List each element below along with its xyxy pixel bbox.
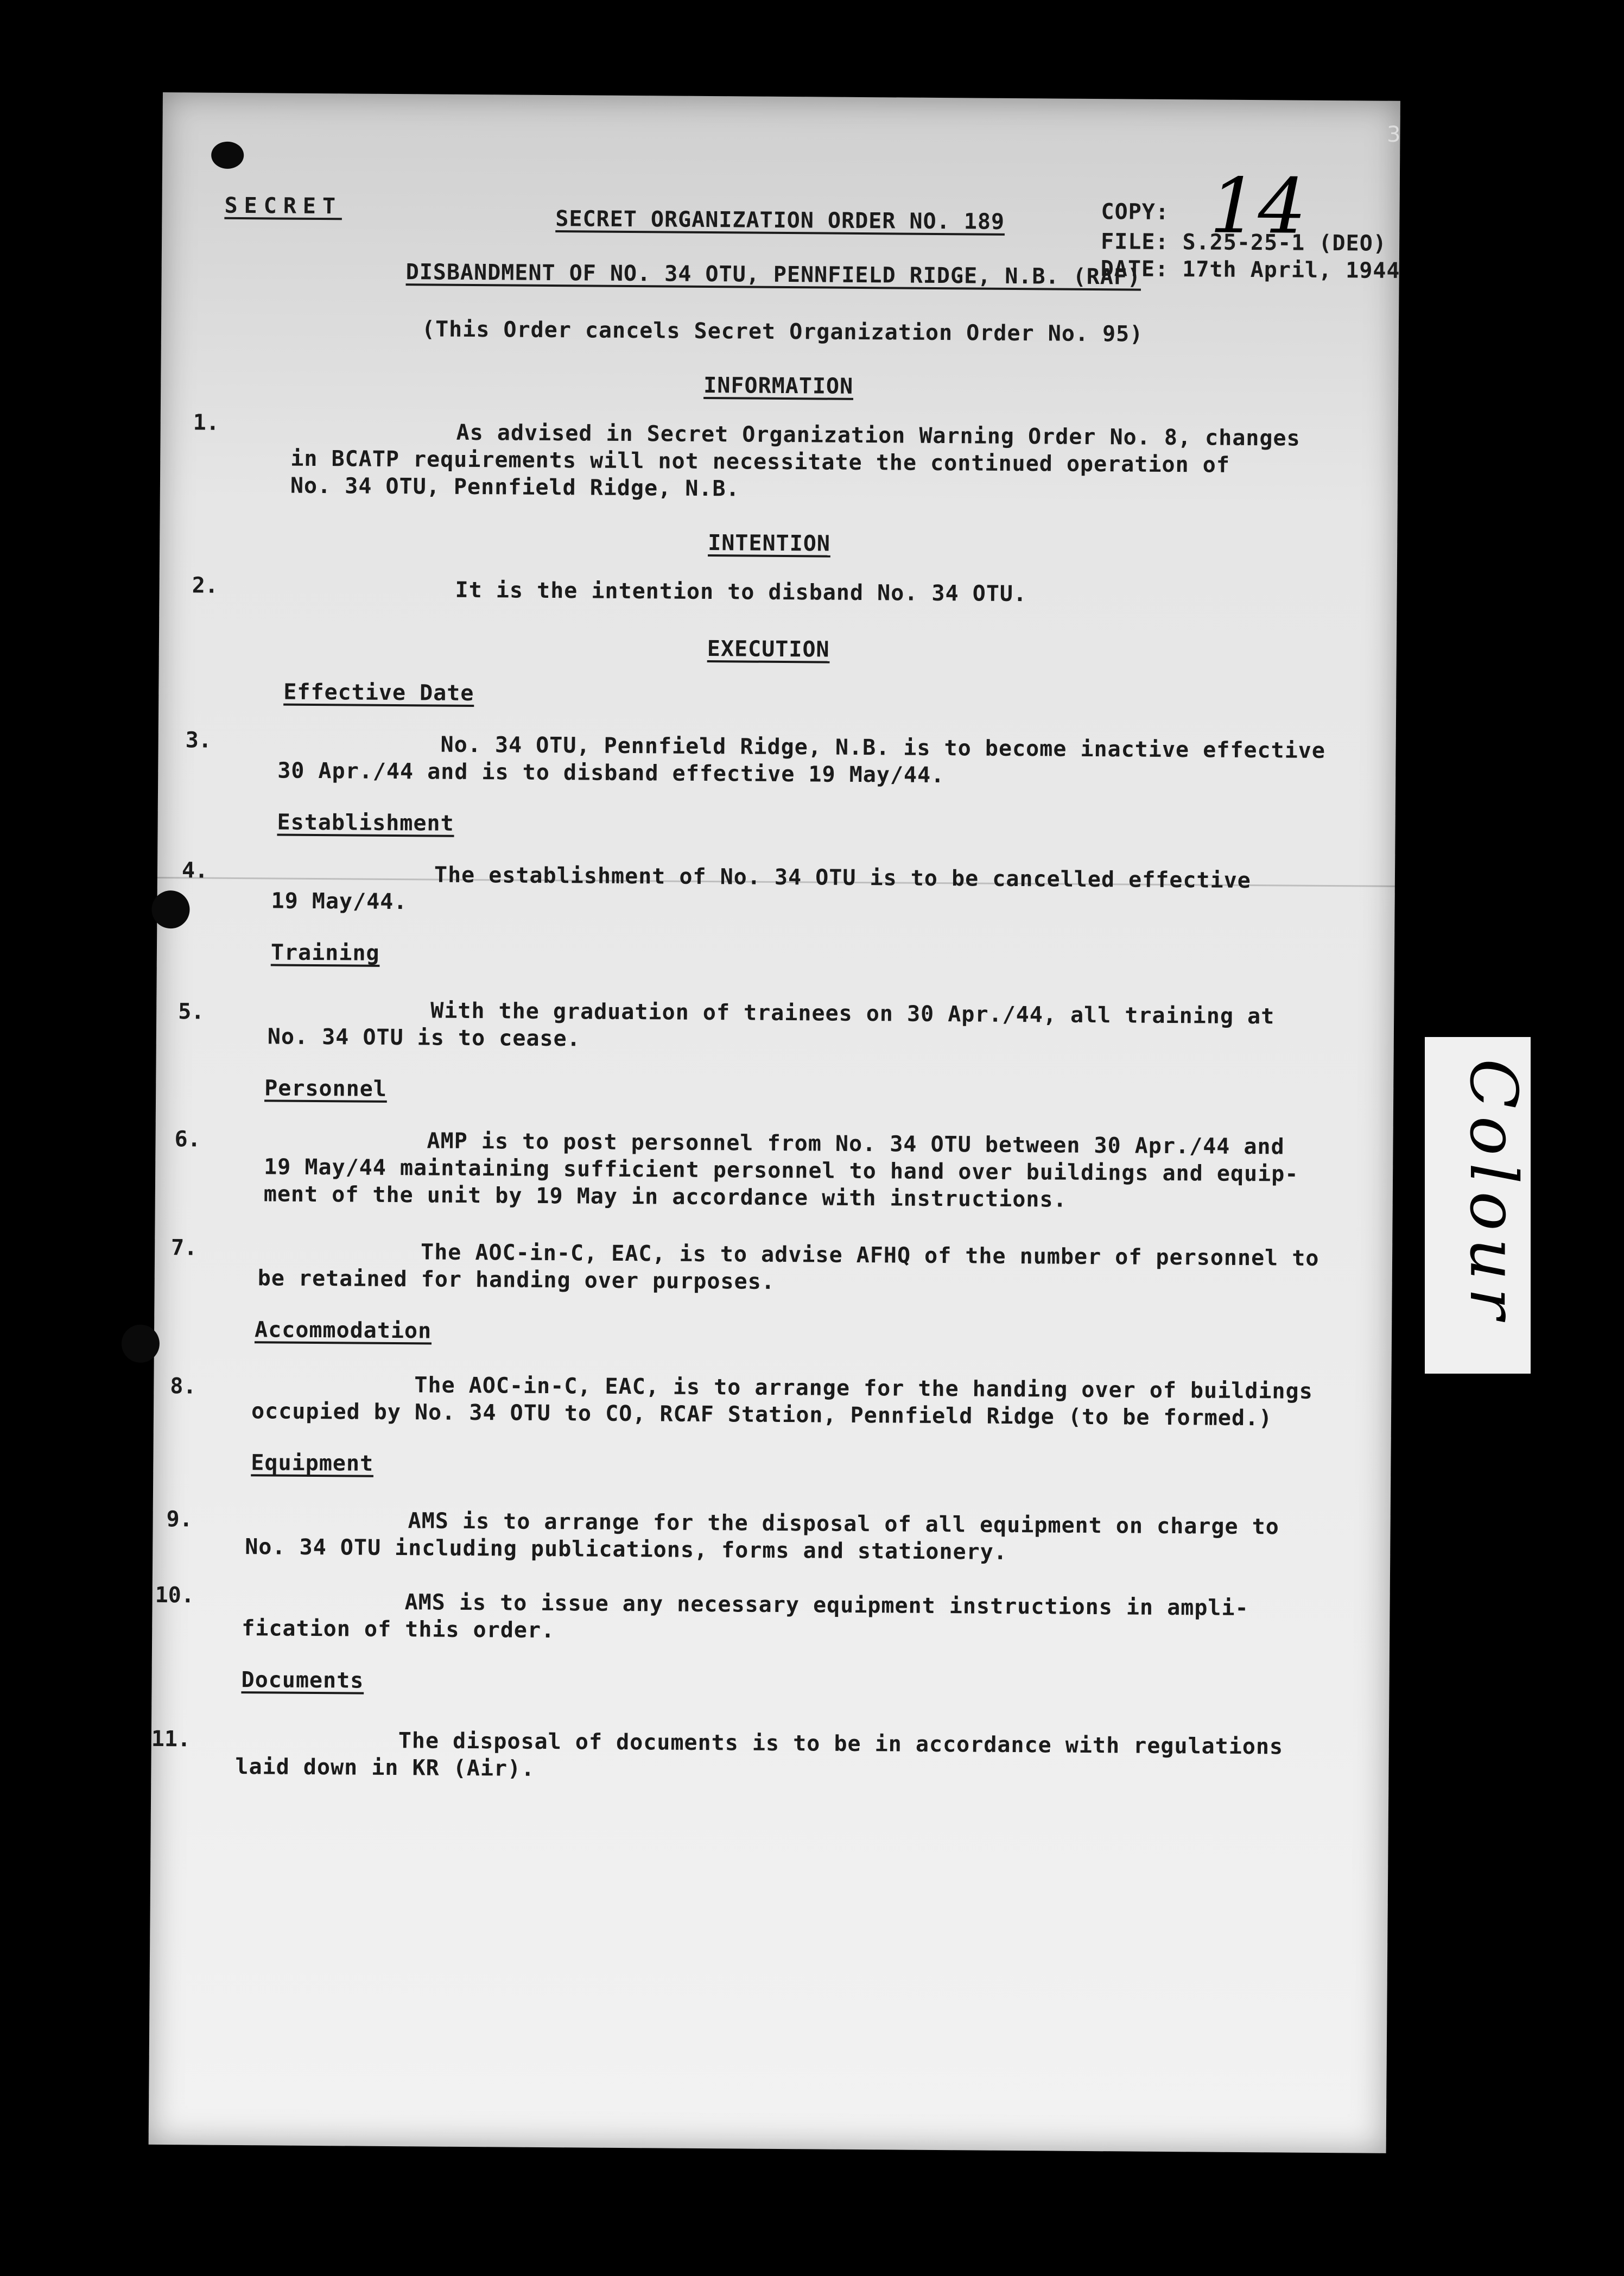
paragraph-3-line-1: No. 34 OTU, Pennfield Ridge, N.B. is to become inactive effective	[440, 732, 1326, 763]
paragraph-11-line-2: laid down in KR (Air).	[235, 1754, 535, 1781]
paragraph-8-number: 8.	[170, 1374, 196, 1399]
document-page	[149, 92, 1400, 2153]
paragraph-10-line-2: fication of this order.	[242, 1616, 555, 1643]
subheading-training: Training	[270, 940, 380, 966]
file-reference: FILE: S.25-25-1 (DEO)	[1100, 229, 1387, 256]
page-number-mark: 3	[1387, 122, 1401, 147]
paragraph-7-line-1: The AOC-in-C, EAC, is to advise AFHQ of the number of personnel to	[420, 1240, 1319, 1271]
paragraph-11-number: 11.	[151, 1726, 191, 1752]
paragraph-2-line-1: It is the intention to disband No. 34 OTU.	[455, 577, 1027, 607]
paragraph-1-number: 1.	[193, 410, 220, 435]
paragraph-8-line-1: The AOC-in-C, EAC, is to arrange for the handing over of buildings	[414, 1373, 1313, 1404]
colour-tab-label: Colour	[1455, 1059, 1531, 1327]
copy-number: 14	[1209, 162, 1307, 251]
paragraph-3-number: 3.	[185, 728, 212, 753]
order-date: DATE: 17th April, 1944	[1100, 256, 1400, 283]
classification-marking: SECRET	[224, 193, 342, 219]
punch-hole-middle	[151, 890, 189, 928]
paragraph-11-line-1: The disposal of documents is to be in accordance with regulations	[398, 1728, 1284, 1760]
paragraph-7-line-2: be retained for handing over purposes.	[257, 1266, 776, 1294]
colour-tab	[1425, 1037, 1531, 1374]
paragraph-5-number: 5.	[178, 999, 205, 1025]
paragraph-4-line-1: The establishment of No. 34 OTU is to be cancelled effective	[434, 862, 1251, 894]
subheading-establishment: Establishment	[277, 810, 454, 836]
paragraph-10-number: 10.	[155, 1582, 195, 1608]
paragraph-1-line-2: in BCATP requirements will not necessitate the continued operation of	[290, 446, 1230, 478]
punch-hole-top	[211, 142, 244, 169]
subheading-documents: Documents	[241, 1667, 364, 1693]
paragraph-9-line-2: No. 34 OTU including publications, forms and stationery.	[245, 1534, 1008, 1565]
paragraph-3-line-2: 30 Apr./44 and is to disband effective 19 May/44.	[277, 758, 945, 788]
paragraph-6-number: 6.	[174, 1127, 201, 1152]
cancel-note: (This Order cancels Secret Organization Order No. 95)	[421, 317, 1144, 347]
paragraph-6-line-2: 19 May/44 maintaining sufficient personnel to hand over buildings and equip-	[264, 1154, 1299, 1187]
subheading-equipment: Equipment	[251, 1450, 374, 1476]
subheading-accommodation: Accommodation	[254, 1317, 432, 1344]
paragraph-9-line-1: AMS is to arrange for the disposal of all equipment on charge to	[408, 1508, 1280, 1540]
paragraph-4-number: 4.	[181, 858, 208, 883]
punch-hole-lower	[122, 1325, 160, 1363]
heading-information: INFORMATION	[703, 372, 854, 399]
paragraph-7-number: 7.	[170, 1235, 198, 1261]
paragraph-5-line-1: With the graduation of trainees on 30 Apr./44, all training at	[430, 998, 1275, 1029]
order-subject: DISBANDMENT OF NO. 34 OTU, PENNFIELD RIDGE, N.B. (RAF)	[405, 260, 1141, 290]
subheading-personnel: Personnel	[264, 1076, 388, 1102]
paragraph-8-line-2: occupied by No. 34 OTU to CO, RCAF Station, Pennfield Ridge (to be formed.)	[251, 1399, 1273, 1431]
heading-execution: EXECUTION	[707, 636, 830, 662]
heading-intention: INTENTION	[708, 530, 831, 557]
paragraph-9-number: 9.	[166, 1507, 193, 1532]
paragraph-10-line-1: AMS is to issue any necessary equipment instructions in ampli-	[404, 1590, 1249, 1621]
paragraph-6-line-1: AMP is to post personnel from No. 34 OTU between 30 Apr./44 and	[427, 1128, 1285, 1160]
order-title: SECRET ORGANIZATION ORDER NO. 189	[555, 206, 1005, 235]
copy-label: COPY:	[1101, 199, 1170, 225]
paragraph-5-line-2: No. 34 OTU is to cease.	[267, 1024, 581, 1052]
paragraph-1-line-1: As advised in Secret Organization Warning Order No. 8, changes	[456, 420, 1301, 451]
paragraph-4-line-2: 19 May/44.	[271, 888, 408, 915]
subheading-effective-date: Effective Date	[283, 679, 474, 706]
paragraph-2-number: 2.	[192, 573, 218, 598]
paragraph-1-line-3: No. 34 OTU, Pennfield Ridge, N.B.	[290, 473, 740, 502]
paragraph-6-line-3: ment of the unit by 19 May in accordance with instructions.	[263, 1181, 1067, 1212]
